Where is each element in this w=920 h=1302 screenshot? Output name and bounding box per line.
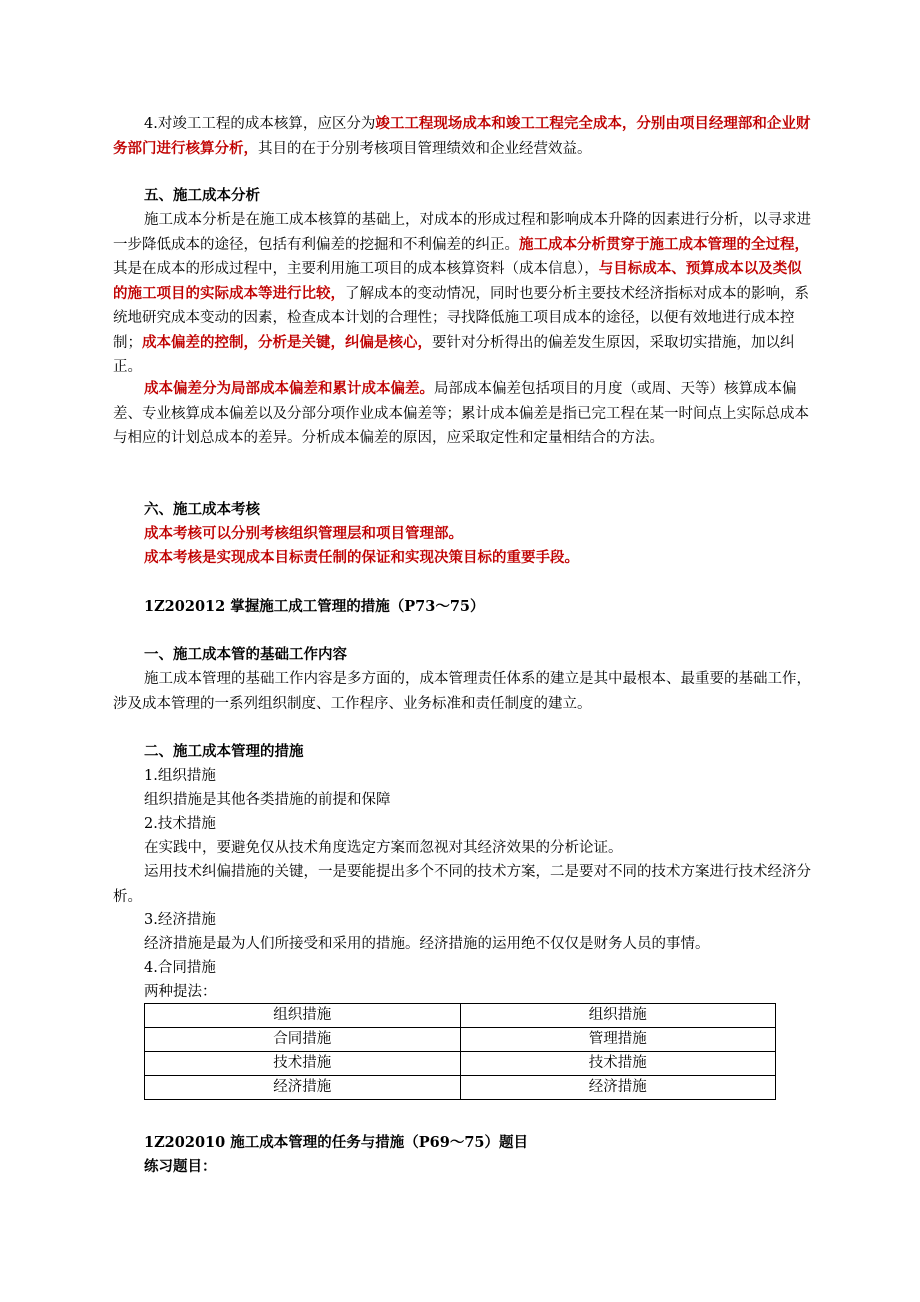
sec5-paragraph-1: [113, 208, 813, 380]
sec6-heading: 六、施工成本考核: [144, 501, 260, 518]
sec5-p1-b: 施工成本分析贯穿于施工成本管理的全过程，: [519, 235, 809, 253]
table-cell: 经济措施: [145, 1076, 461, 1100]
measure-1-title: 1.组织措施: [144, 768, 216, 784]
sec5-p2-a: 成本偏差分为局部成本偏差和累计成本偏差。: [144, 380, 434, 397]
sec5-p1-e: 了解成本的变动情况，同时也要分析主要技术经济指标对成本的影响，系统地研究成本变动的因素，检查成本计划的合理性；寻找降低施工项目成本的途径，以便有效地进行成本控制；: [113, 285, 809, 351]
measure-1-body: 组织措施是其他各类措施的前提和保障: [144, 792, 391, 808]
sec5-p1-c: 其是在成本的形成过程中，主要利用施工项目的成本核算资料（成本信息），: [113, 261, 599, 277]
table-row: [145, 1028, 776, 1052]
sec6-line-1: 成本考核可以分别考核组织管理层和项目管理部。: [144, 525, 463, 542]
sec5-p1-d: 与目标成本、预算成本以及类似的施工项目的实际成本等进行比较，: [113, 260, 802, 302]
table-cell: 经济措施: [460, 1076, 776, 1100]
measure-3-body: 经济措施是最为人们所接受和采用的措施。经济措施的运用绝不仅仅是财务人员的事情。: [144, 936, 710, 952]
sec4-suffix: 其目的在于分别考核项目管理绩效和企业经营效益。: [258, 140, 592, 157]
measures-comparison-table: [144, 1003, 776, 1100]
two-ways-label: 两种提法：: [144, 984, 217, 1000]
measure-2-body-1: 在实践中，要避免仅从技术角度选定方案而忽视对其经济效果的分析论证。: [144, 840, 623, 856]
sec5-p2-b: 局部成本偏差包括项目的月度（或周、天等）核算成本偏差、专业核算成本偏差以及分部分项作业成本偏差等；累计成本偏差是指已完工程在某一时间点上实际总成本与相应的计划总成本的差异。分析成本偏差的原因，应采取定性和定量相结合的方法。: [113, 381, 809, 446]
sec5-heading: 五、施工成本分析: [144, 187, 260, 204]
table-row: [145, 1052, 776, 1076]
section-title-1z202012: 1Z202012 掌握施工成工管理的措施（P73～75）: [144, 598, 485, 615]
sec5-p1-f: 成本偏差的控制，分析是关键，纠偏是核心，: [142, 333, 432, 351]
table-cell: 技术措施: [145, 1052, 461, 1076]
part1-body: 施工成本管理的基础工作内容是多方面的，成本管理责任体系的建立是其中最根本、最重要的基础工作，涉及成本管理的一系列组织制度、工作程序、业务标准和责任制度的建立。: [113, 671, 811, 712]
sec5-p1-a: 施工成本分析是在施工成本核算的基础上，对成本的形成过程和影响成本升降的因素进行分析，以寻求进一步降低成本的途径，包括有利偏差的挖掘和不利偏差的纠正。: [113, 212, 811, 253]
sec6-line-2: 成本考核是实现成本目标责任制的保证和实现决策目标的重要手段。: [144, 549, 579, 566]
table-cell: 合同措施: [145, 1028, 461, 1052]
sec4-paragraph: [113, 112, 813, 161]
exercise-label: 练习题目：: [144, 1158, 217, 1175]
part1-heading: 一、施工成本管的基础工作内容: [144, 646, 347, 663]
measure-3-title: 3.经济措施: [144, 912, 216, 928]
sec5-paragraph-2: [113, 377, 813, 451]
table-cell: 组织措施: [145, 1004, 461, 1028]
table-cell: 管理措施: [460, 1028, 776, 1052]
sec4-prefix: 4.对竣工工程的成本核算，应区分为: [144, 116, 376, 132]
sec5-p1-g: 要针对分析得出的偏差发生原因，采取切实措施，加以纠正。: [113, 334, 795, 375]
measure-2-body-2: 运用技术纠偏措施的关键，一是要能提出多个不同的技术方案，二是要对不同的技术方案进行技术经济分析。: [113, 864, 811, 905]
table-cell: 技术措施: [460, 1052, 776, 1076]
sec4-highlight: 竣工工程现场成本和竣工工程完全成本，分别由项目经理部和企业财务部门进行核算分析，: [113, 115, 811, 157]
measure-4-title: 4.合同措施: [144, 960, 216, 976]
part2-heading: 二、施工成本管理的措施: [144, 743, 304, 760]
table-row: [145, 1004, 776, 1028]
table-cell: 组织措施: [460, 1004, 776, 1028]
measure-2-title: 2.技术措施: [144, 816, 216, 832]
table-row: [145, 1076, 776, 1100]
section-title-1z202010: 1Z202010 施工成本管理的任务与措施（P69～75）题目: [144, 1134, 529, 1151]
